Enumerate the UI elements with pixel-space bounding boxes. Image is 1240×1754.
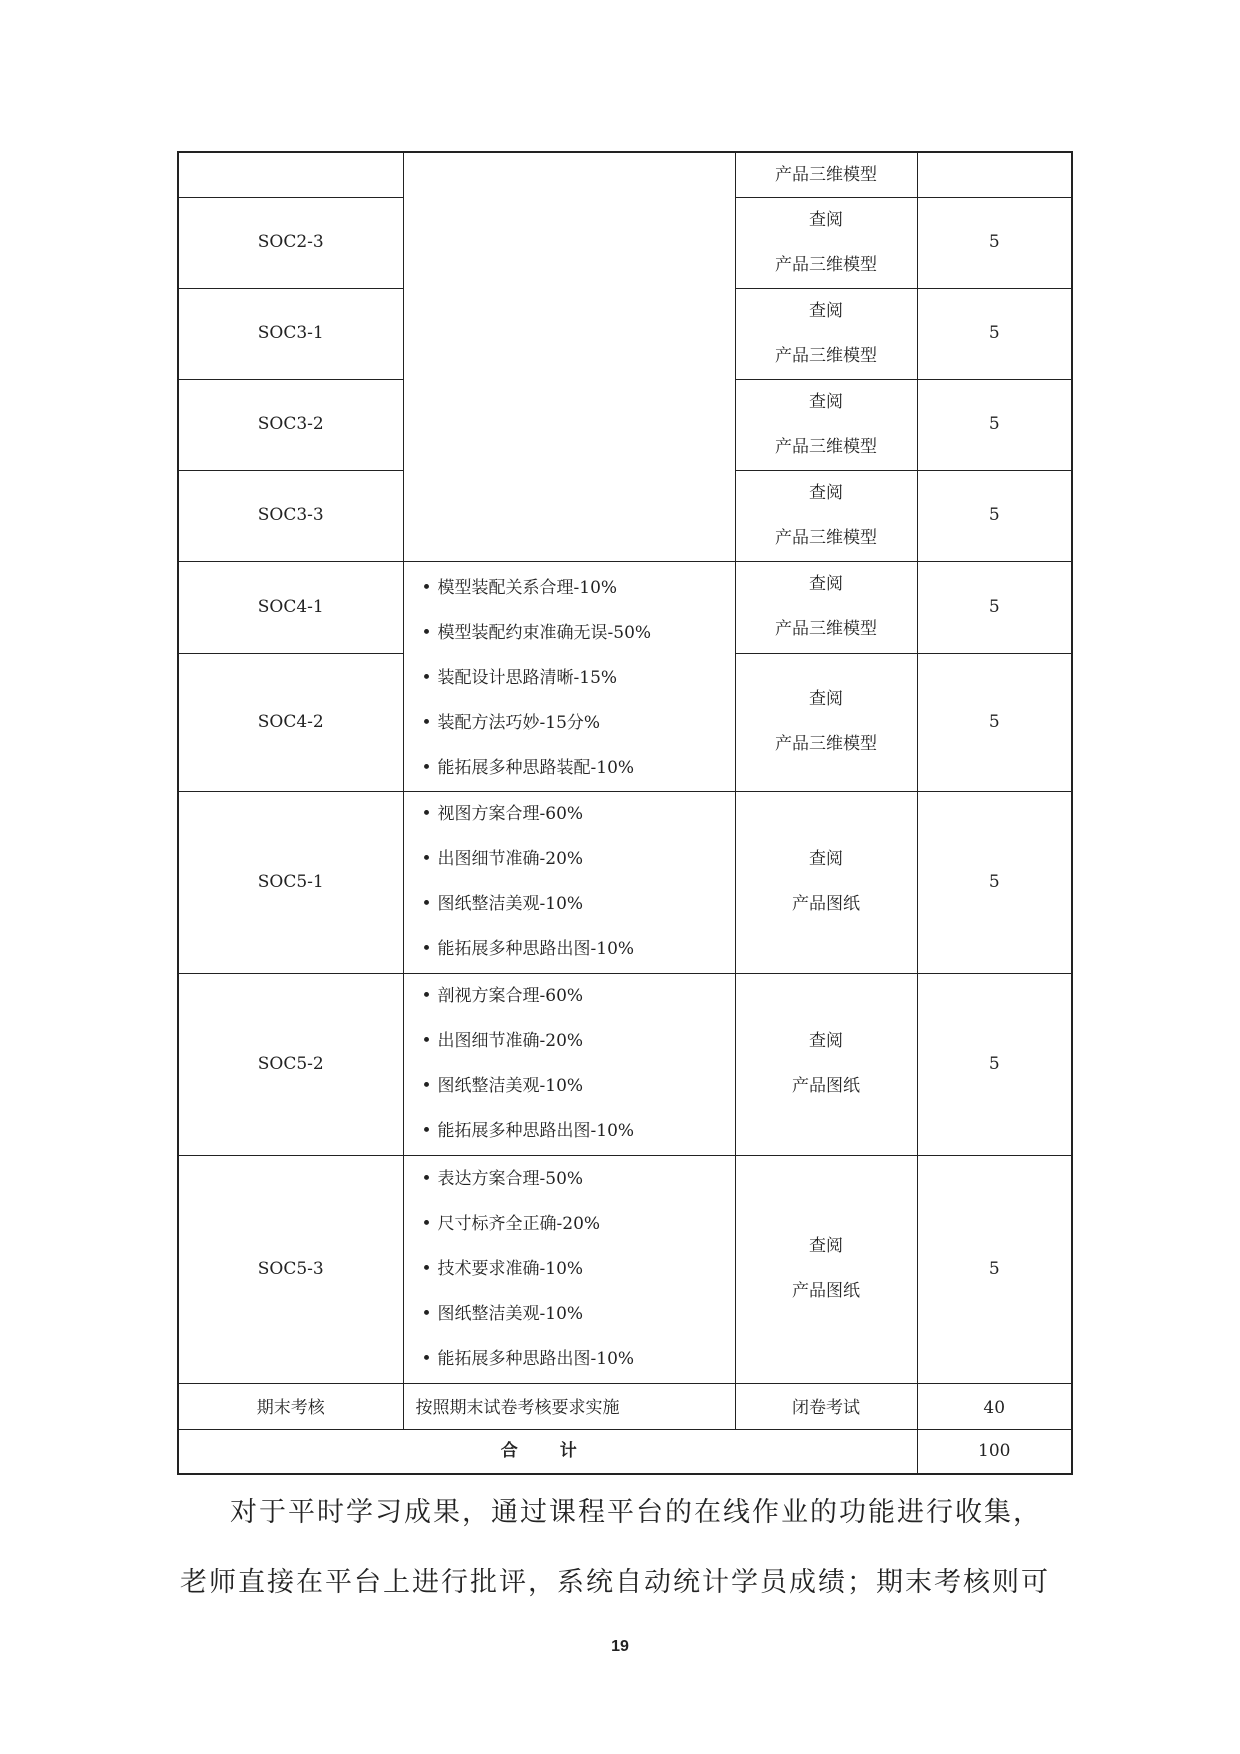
code-cell xyxy=(178,152,403,197)
assessment-table xyxy=(177,151,1073,1475)
score-cell: 5 xyxy=(917,1155,1072,1383)
criteria-cell xyxy=(403,1155,735,1383)
criteria-item: • 技术要求准确-10% xyxy=(422,1247,735,1292)
check-cell: 查阅 产品图纸 xyxy=(735,973,917,1155)
criteria-item: • 出图细节准确-20% xyxy=(422,837,735,882)
score-cell: 5 xyxy=(917,973,1072,1155)
criteria-item: • 视图方案合理-60% xyxy=(422,792,735,837)
paragraph-line: 老师直接在平台上进行批评，系统自动统计学员成绩；期末考核则可 xyxy=(180,1567,1050,1598)
final-exam-row xyxy=(178,1383,1072,1429)
page-number: 19 xyxy=(611,1638,629,1655)
criteria-cell xyxy=(403,973,735,1155)
code-cell: SOC3-3 xyxy=(178,470,403,561)
score-cell: 5 xyxy=(917,654,1072,791)
criteria-cell xyxy=(403,791,735,973)
final-exam-score: 40 xyxy=(917,1383,1072,1429)
criteria-cell-empty xyxy=(403,152,735,561)
check-cell: 查阅 产品三维模型 xyxy=(735,561,917,654)
final-exam-method: 闭卷考试 xyxy=(735,1383,917,1429)
criteria-cell xyxy=(403,561,735,791)
criteria-item: • 剖视方案合理-60% xyxy=(422,974,735,1019)
criteria-list xyxy=(404,974,735,1154)
criteria-item: • 出图细节准确-20% xyxy=(422,1019,735,1064)
check-cell: 查阅 产品图纸 xyxy=(735,791,917,973)
table-row xyxy=(178,1155,1072,1383)
criteria-item: • 图纸整洁美观-10% xyxy=(422,1292,735,1337)
criteria-item: • 模型装配约束准确无误-50% xyxy=(422,611,735,656)
code-cell: SOC5-1 xyxy=(178,791,403,973)
check-cell: 查阅 产品三维模型 xyxy=(735,288,917,379)
score-cell: 5 xyxy=(917,470,1072,561)
criteria-item: • 装配设计思路清晰-15% xyxy=(422,656,735,701)
table-row xyxy=(178,152,1072,197)
code-cell: SOC3-2 xyxy=(178,379,403,470)
code-cell: SOC3-1 xyxy=(178,288,403,379)
code-cell: SOC5-3 xyxy=(178,1155,403,1383)
table-row xyxy=(178,791,1072,973)
table-row xyxy=(178,973,1072,1155)
score-cell: 5 xyxy=(917,288,1072,379)
criteria-list xyxy=(404,1157,735,1382)
check-cell: 查阅 产品图纸 xyxy=(735,1155,917,1383)
total-row xyxy=(178,1429,1072,1474)
criteria-item: • 能拓展多种思路装配-10% xyxy=(422,746,735,791)
final-exam-requirement: 按照期末试卷考核要求实施 xyxy=(403,1383,735,1429)
code-cell: SOC4-1 xyxy=(178,561,403,654)
criteria-item: • 表达方案合理-50% xyxy=(422,1157,735,1202)
score-cell: 5 xyxy=(917,791,1072,973)
criteria-item: • 图纸整洁美观-10% xyxy=(422,882,735,927)
paragraph-line: 对于平时学习成果，通过课程平台的在线作业的功能进行收集， xyxy=(230,1497,1042,1528)
criteria-item: • 能拓展多种思路出图-10% xyxy=(422,1109,735,1154)
score-cell: 5 xyxy=(917,379,1072,470)
check-cell: 查阅 产品三维模型 xyxy=(735,654,917,791)
criteria-list xyxy=(404,792,735,972)
criteria-item: • 模型装配关系合理-10% xyxy=(422,566,735,611)
criteria-item: • 尺寸标齐全正确-20% xyxy=(422,1202,735,1247)
score-cell xyxy=(917,152,1072,197)
score-cell: 5 xyxy=(917,197,1072,288)
criteria-list xyxy=(404,566,735,791)
table-row xyxy=(178,561,1072,654)
score-cell: 5 xyxy=(917,561,1072,654)
criteria-item: • 图纸整洁美观-10% xyxy=(422,1064,735,1109)
criteria-item: • 能拓展多种思路出图-10% xyxy=(422,1337,735,1382)
check-cell: 查阅 产品三维模型 xyxy=(735,470,917,561)
code-cell: SOC2-3 xyxy=(178,197,403,288)
total-label: 合 计 xyxy=(178,1429,917,1474)
check-cell: 产品三维模型 xyxy=(735,152,917,197)
final-exam-name: 期末考核 xyxy=(178,1383,403,1429)
code-cell: SOC5-2 xyxy=(178,973,403,1155)
check-cell: 查阅 产品三维模型 xyxy=(735,197,917,288)
total-score: 100 xyxy=(917,1429,1072,1474)
criteria-item: • 装配方法巧妙-15分% xyxy=(422,701,735,746)
code-cell: SOC4-2 xyxy=(178,654,403,791)
check-cell: 查阅 产品三维模型 xyxy=(735,379,917,470)
criteria-item: • 能拓展多种思路出图-10% xyxy=(422,927,735,972)
